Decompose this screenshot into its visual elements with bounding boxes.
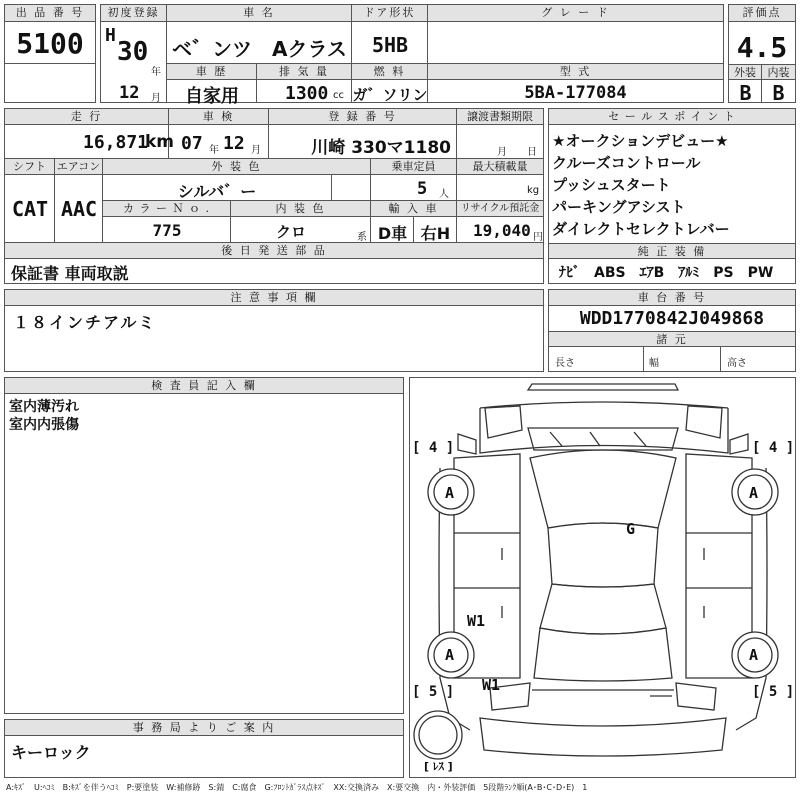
model-value: 5BA-177084	[524, 83, 627, 103]
later-parts-label: 後 日 発 送 部 品	[5, 243, 543, 259]
office-label: 事 務 局 よ り ご 案 内	[5, 720, 403, 736]
inspector-line-1: 室内薄汚れ	[9, 399, 79, 415]
spare-tire-label: [ ﾚｽ ]	[424, 760, 453, 773]
interior-color-unit: 系	[357, 232, 367, 243]
damage-mark-a-front-right: A	[749, 484, 759, 502]
recycle-label: リサイクル預託金	[457, 201, 543, 217]
first-reg-label: 初度登録	[101, 5, 167, 22]
sales-point-3: プッシュスタート	[552, 176, 671, 194]
year-unit: 年	[151, 67, 161, 78]
legend: A:ｷｽﾞ U:ﾍｺﾐ B:ｷｽﾞを伴うﾍｺﾐ P:要塗装 W:補修跡 S:錆 C:腐食 G:ﾌﾛﾝﾄｶﾞﾗｽ点ｷｽﾞ XX:交換済み X:要交換 内・外装評価 5段階ﾗﾝｸ順(A･B･C･D･E) 1	[6, 783, 588, 792]
sales-point-4: パーキングアシスト	[552, 198, 686, 216]
length-label: 長さ	[555, 358, 575, 369]
sales-point-1: ★オークションデビュー★	[552, 132, 729, 150]
lot-number-box	[4, 4, 96, 103]
chassis-label: 車 台 番 号	[549, 290, 795, 306]
car-name: ベ゛ンツ Aクラス	[172, 37, 347, 61]
recycle-value: 19,040	[473, 221, 531, 240]
office-value: キーロック	[11, 743, 91, 762]
damage-mark-g-windshield: G	[626, 520, 636, 538]
exterior-label: 外装	[729, 64, 762, 80]
era: H	[105, 25, 116, 46]
interior-label: 内装	[762, 64, 795, 80]
lot-number: 5100	[16, 27, 84, 60]
transfer-month: 月	[497, 147, 507, 158]
history-value: 自家用	[185, 86, 239, 107]
recycle-unit: 円	[533, 232, 543, 243]
transfer-day: 日	[527, 147, 537, 158]
sales-point-2: クルーズコントロール	[552, 154, 701, 172]
fuel-label: 燃 料	[352, 64, 428, 80]
color-label: 外 装 色	[103, 159, 371, 175]
office-box	[4, 719, 404, 778]
import-value: D車	[377, 224, 408, 243]
inspector-label: 検 査 員 記 入 欄	[5, 378, 403, 394]
notes-box	[4, 289, 544, 372]
mileage-unit: km	[145, 132, 175, 152]
genuine-equipment-label: 純 正 装 備	[549, 243, 795, 259]
tire-rear-right-tread: [ 5 ]	[752, 684, 795, 700]
color-value: シルバ゛ー	[177, 182, 257, 201]
chassis-box	[548, 289, 796, 372]
score-box	[728, 4, 796, 103]
height-label: 高さ	[727, 358, 747, 369]
displacement-unit: cc	[333, 90, 344, 101]
vehicle-details-box	[4, 108, 544, 284]
import-label: 輸 入 車	[371, 201, 457, 217]
genuine-equipment-value: ﾅﾋﾞ ABS ｴｱB ｱﾙﾐ PS PW	[559, 265, 774, 281]
inspection-year: 07	[181, 133, 203, 154]
grade-label: グ レ ー ド	[428, 5, 723, 22]
notes-value: １８インチアルミ	[13, 313, 157, 332]
steering-value: 右H	[420, 224, 451, 243]
tire-rear-left-tread: [ 5 ]	[412, 684, 455, 700]
inspector-box	[4, 377, 404, 714]
damage-mark-w1-left-door: W1	[467, 612, 486, 630]
tire-front-left-tread: [ 4 ]	[412, 440, 455, 456]
specs-label: 諸 元	[549, 331, 795, 347]
first-reg-month: 12	[119, 83, 140, 103]
car-name-label: 車 名	[167, 5, 352, 22]
exterior-score: B	[739, 81, 752, 105]
capacity-label: 乗車定員	[371, 159, 457, 175]
inspection-month-unit: 月	[251, 145, 261, 156]
capacity-value: 5	[417, 179, 428, 199]
notes-label: 注 意 事 項 欄	[5, 290, 543, 306]
inspection-year-unit: 年	[209, 145, 219, 156]
lot-number-label: 出 品 番 号	[5, 5, 95, 22]
displacement-label: 排 気 量	[257, 64, 352, 80]
interior-score: B	[772, 81, 785, 105]
damage-mark-a-rear-left: A	[445, 646, 455, 664]
inspection-label: 車 検	[169, 109, 269, 125]
model-label: 型 式	[428, 64, 723, 80]
sales-point-5: ダイレクトセレクトレバー	[552, 220, 730, 238]
month-unit: 月	[151, 93, 161, 104]
history-label: 車 歴	[167, 64, 257, 80]
score-label: 評価点	[729, 5, 795, 22]
damage-mark-w1-left-rear: W1	[482, 676, 501, 694]
capacity-unit: 人	[439, 189, 449, 200]
fuel-value: ガ゛ソリン	[352, 86, 428, 104]
load-unit: kg	[527, 185, 540, 196]
sales-points-label: セ ー ル ス ポ イ ン ト	[549, 109, 795, 125]
displacement-value: 1300	[285, 83, 329, 104]
tire-front-right-tread: [ 4 ]	[752, 440, 795, 456]
sales-points-box	[548, 108, 796, 284]
door-type: 5HB	[371, 33, 409, 57]
color-number-label: カ ラ ー Ｎ ｏ .	[103, 201, 231, 217]
width-label: 幅	[649, 358, 659, 369]
damage-mark-a-rear-right: A	[749, 646, 759, 664]
color-number-value: 775	[152, 221, 182, 240]
ac-value: AAC	[60, 197, 98, 221]
shift-label: シフト	[5, 159, 55, 175]
damage-mark-a-front-left: A	[445, 484, 455, 502]
registration-number: 川崎 330マ1180	[311, 138, 451, 158]
score-value: 4.5	[736, 31, 788, 64]
car-diagram	[410, 378, 795, 777]
car-diagram-box	[409, 377, 796, 778]
inspection-month: 12	[223, 133, 245, 154]
grade-value	[428, 22, 723, 64]
vehicle-header-box	[100, 4, 724, 107]
ac-label: エアコン	[55, 159, 103, 175]
first-reg-year: 30	[117, 37, 149, 67]
chassis-number: WDD1770842J049868	[579, 308, 765, 329]
mileage-value: 16,871	[83, 132, 149, 153]
door-label: ドア形状	[352, 5, 428, 22]
later-parts-value: 保証書 車両取説	[11, 264, 129, 283]
interior-color-value: クロ	[275, 223, 306, 241]
load-label: 最大積載量	[457, 159, 543, 175]
inspector-line-2: 室内内張傷	[9, 417, 79, 433]
interior-color-label: 内 装 色	[231, 201, 371, 217]
transfer-label: 譲渡書類期限	[457, 109, 543, 125]
registration-label: 登 録 番 号	[269, 109, 457, 125]
shift-value: CAT	[11, 197, 49, 221]
mileage-label: 走 行	[5, 109, 169, 125]
